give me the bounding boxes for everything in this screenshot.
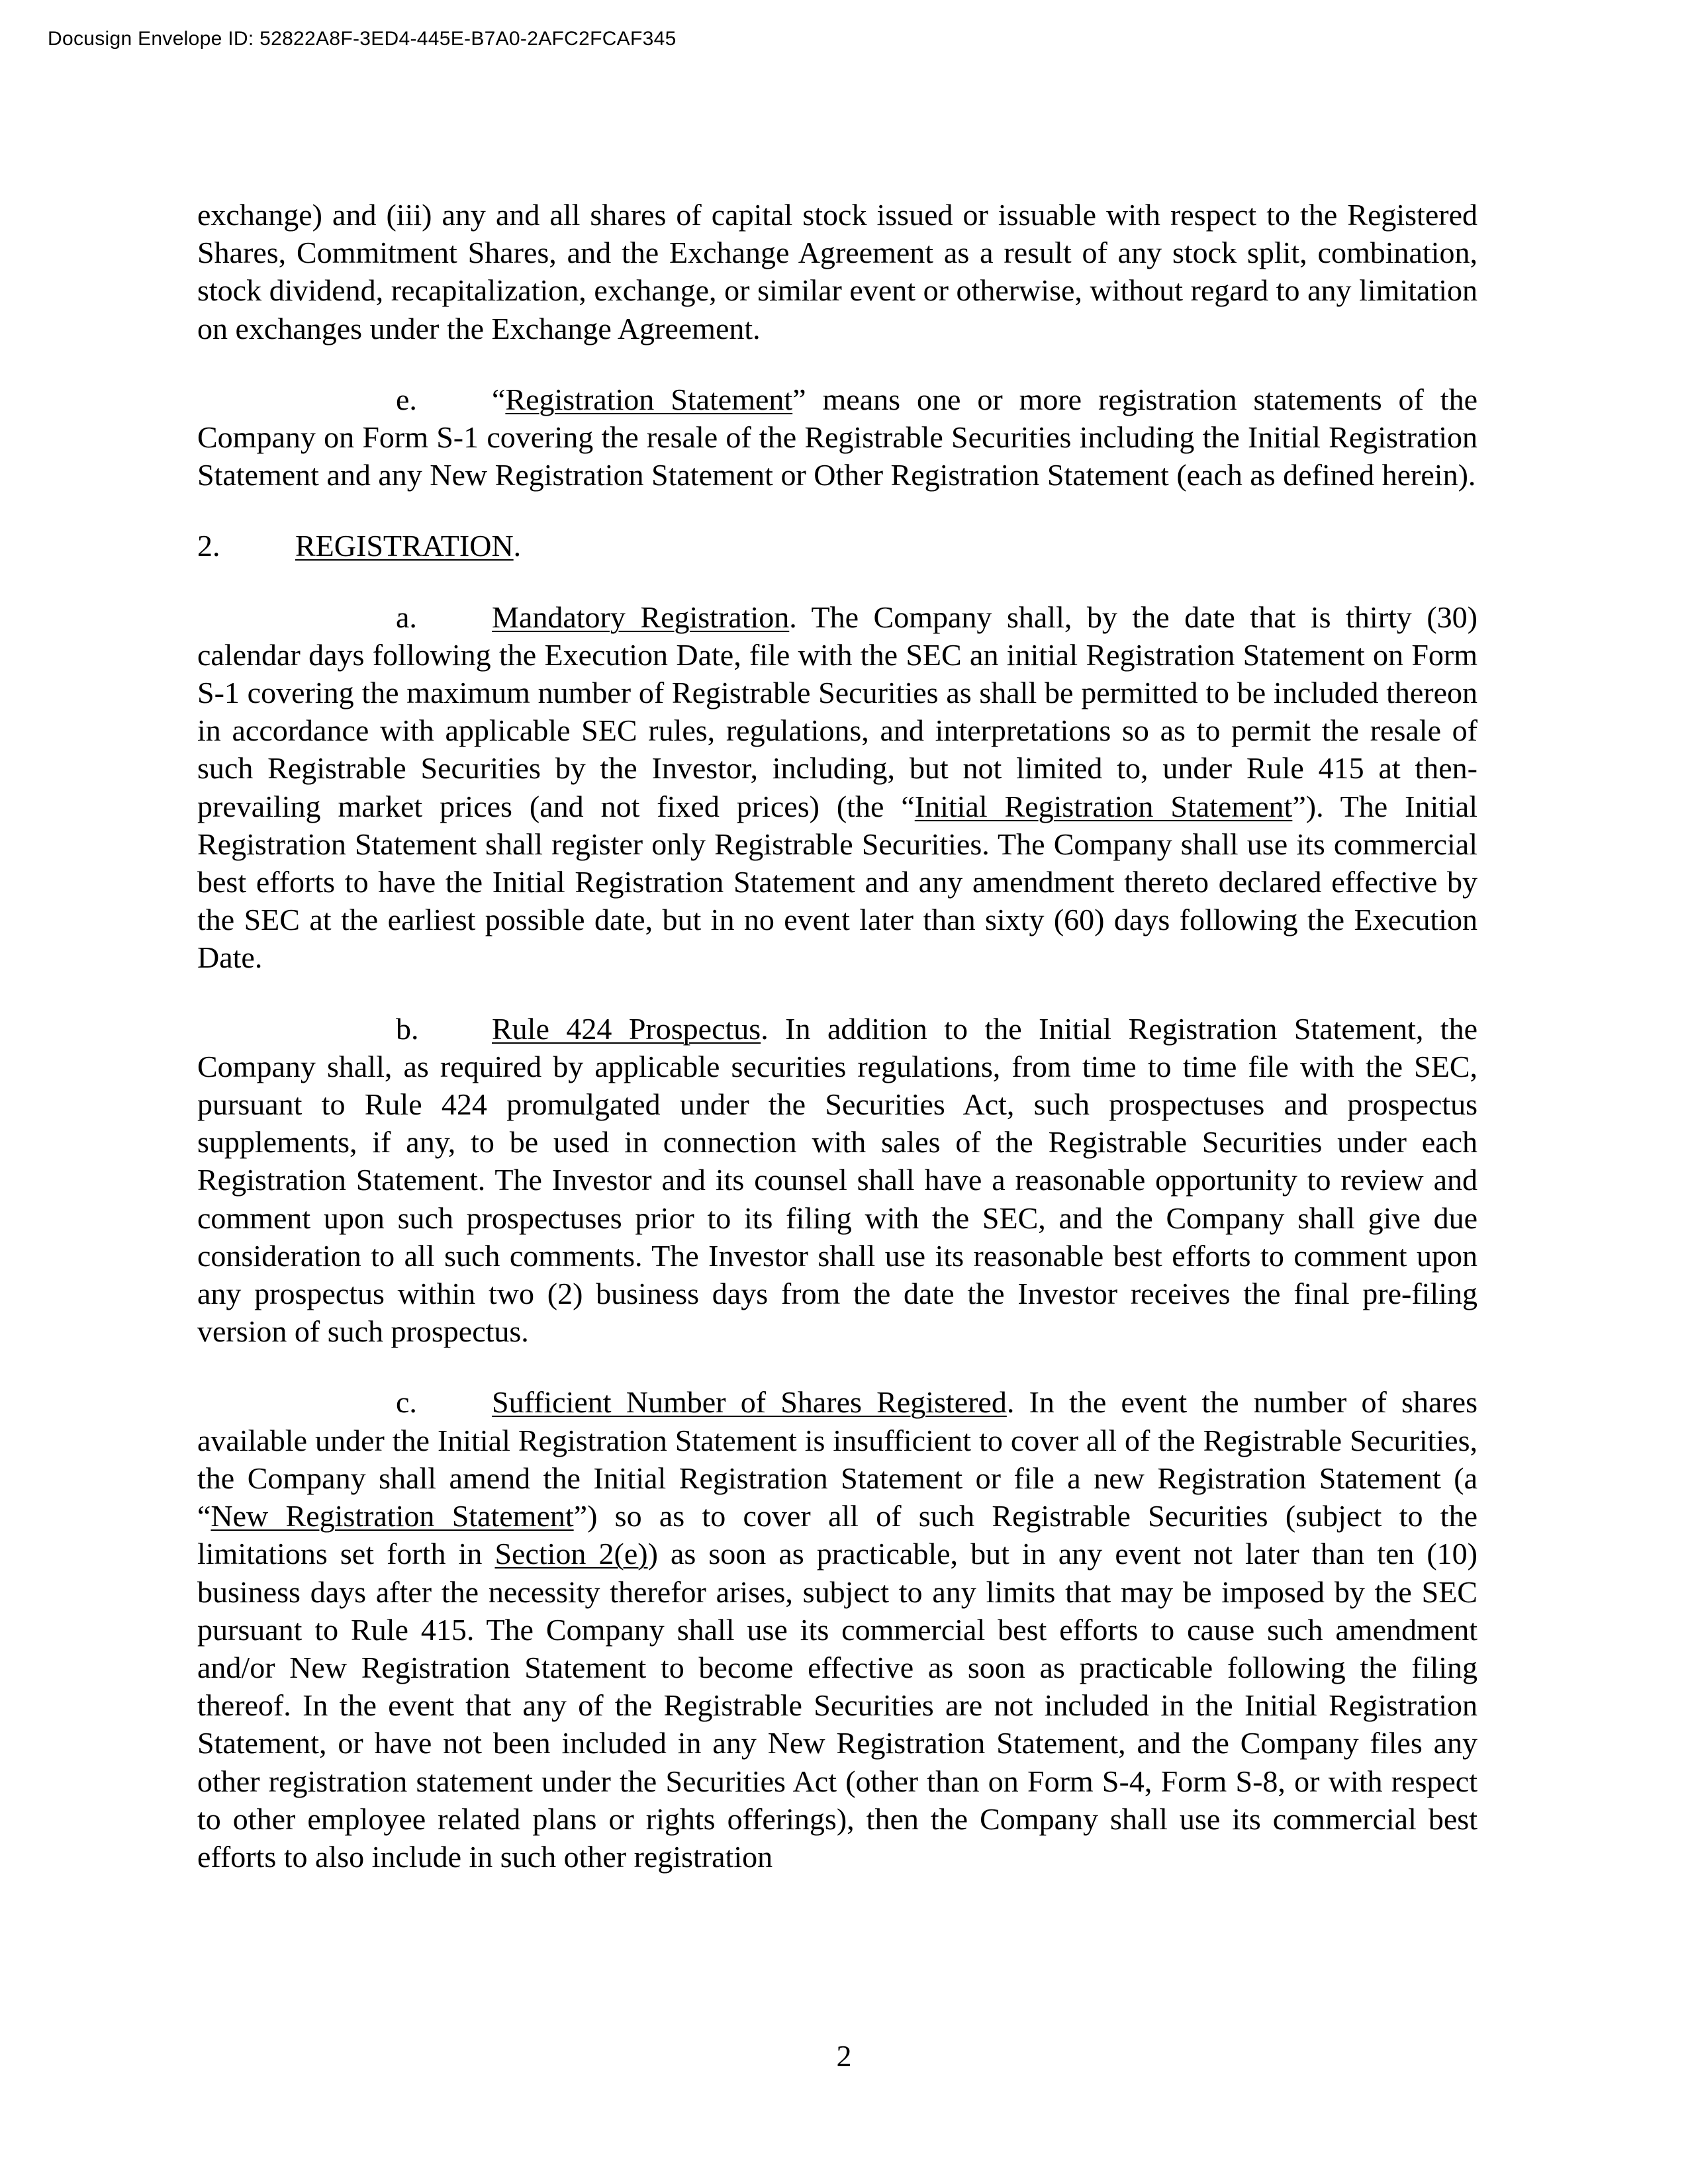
defined-term: New Registration Statement bbox=[211, 1499, 574, 1533]
section-reference: Section 2(e) bbox=[494, 1537, 648, 1571]
section-title: REGISTRATION bbox=[295, 529, 514, 563]
paragraph-marker: c. bbox=[396, 1385, 417, 1420]
paragraph-marker: b. bbox=[396, 1011, 419, 1046]
paragraph-c-sufficient-shares bbox=[197, 1383, 1477, 1876]
document-body bbox=[197, 196, 1477, 1909]
paragraph-a-mandatory-registration bbox=[197, 598, 1477, 977]
section-title-period: . bbox=[513, 529, 522, 563]
page-number: 2 bbox=[836, 2039, 852, 2073]
paragraph-title: Rule 424 Prospectus bbox=[492, 1011, 761, 1046]
defined-term: Initial Registration Statement bbox=[914, 789, 1293, 823]
defined-term: Registration Statement bbox=[505, 382, 793, 416]
paragraph-title: Sufficient Number of Shares Registered bbox=[492, 1385, 1007, 1420]
paragraph-text: ”). The Initial Registration Statement shall register only Registrable Securities. The Company shall use its commercial best efforts to have the Initial Registration Statement and any amendment thereto declared effective by the SEC at the earliest possible date, but in no event later than sixty (60) days following the Execution Date. bbox=[197, 789, 1478, 975]
paragraph-text: ) as soon as practicable, but in any event not later than ten (10) business days after the necessity therefor arises, subject to any limits that may be imposed by the SEC pursuant to Rule 415. The Company shall use its commercial best efforts to cause such amendment and/or New Registration Statement to become effective as soon as practicable following the filing thereof. In the event that any of the Registrable Securities are not included in the Initial Registration Statement, or have not been included in any New Registration Statement, and the Company files any other registration statement under the Securities Act (other than on Form S-4, Form S-8, or with respect to other employee related plans or rights offerings), then the Company shall use its commercial best efforts to also include in such other registration bbox=[197, 1537, 1478, 1874]
paragraph-text: . The Company shall, by the date that is thirty (30) calendar days following the Execution Date, file with the SEC an initial Registration Statement on Form S-1 covering the maximum number of Registrable Securities as shall be permitted to be included thereon in accordance with applicable SEC rules, regulations, and interpretations so as to permit the resale of such Registrable Securities by the Investor, including, but not limited to, under Rule 415 at then-prevailing market prices (and not fixed prices) (the “ bbox=[197, 600, 1477, 823]
paragraph-b-rule-424-prospectus bbox=[197, 1010, 1477, 1351]
open-quote: “ bbox=[492, 382, 506, 416]
paragraph-title: Mandatory Registration bbox=[492, 600, 790, 634]
paragraph-text: exchange) and (iii) any and all shares of capital stock issued or issuable with respect to the Registered Shares, Commitment Shares, and the Exchange Agreement as a result of any stock split, combination, stock dividend, recapitalization, exchange, or similar event or otherwise, without regard to any limitation on exchanges under the Exchange Agreement. bbox=[197, 198, 1477, 345]
docusign-envelope-id: Docusign Envelope ID: 52822A8F-3ED4-445E-B7A0-2AFC2FCAF345 bbox=[48, 28, 677, 50]
paragraph-marker: e. bbox=[396, 382, 417, 416]
paragraph-marker: a. bbox=[396, 600, 417, 634]
paragraph-e-registration-statement bbox=[197, 381, 1477, 494]
paragraph-text: ” means one or more registration statements of the Company on Form S-1 covering the resale of the Registrable Securities including the Initial Registration Statement and any New Registration Statement or Other Registration Statement (each as defined herein). bbox=[197, 382, 1477, 492]
paragraph-continuation bbox=[197, 196, 1477, 347]
paragraph-text: . In addition to the Initial Registration Statement, the Company shall, as required by applicable securities regulations, from time to time file with the SEC, pursuant to Rule 424 promulgated under the Securities Act, such prospectuses and prospectus supplements, if any, to be used in connection with sales of the Registrable Securities under each Registration Statement. The Investor and its counsel shall have a reasonable opportunity to review and comment upon such prospectuses prior to its filing with the SEC, and the Company shall give due consideration to all such comments. The Investor shall use its reasonable best efforts to comment upon any prospectus within two (2) business days from the date the Investor receives the final pre-filing version of such prospectus. bbox=[197, 1011, 1478, 1349]
section-number: 2. bbox=[197, 529, 220, 563]
section-heading-registration bbox=[197, 527, 1477, 565]
paragraph-text: . In the event the number of shares available under the Initial Registration Statement is insufficient to cover all of the Registrable Securities, the Company shall amend the Initial Registration Statement or file a new Registration Statement (a “ bbox=[197, 1385, 1477, 1533]
paragraph-text: ”) so as to cover all of such Registrable Securities (subject to the limitations set forth in bbox=[197, 1499, 1477, 1571]
